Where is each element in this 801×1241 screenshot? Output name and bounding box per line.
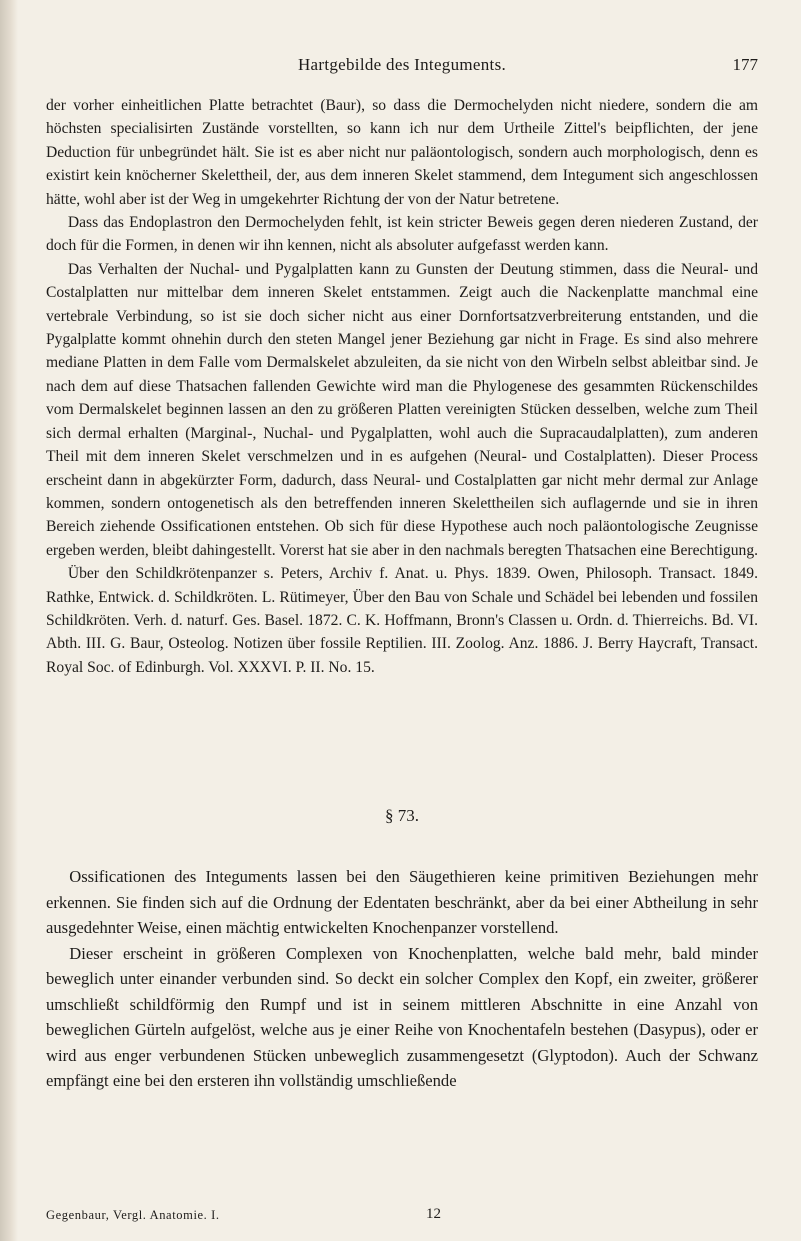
paragraph: Ossificationen des Integuments lassen bei den Säugethieren keine primitiven Beziehungen mehr erkennen. Sie finden sich auf die Ordnung der Edentaten beschränkt, aber da bei einer Abtheilung in sehr ausgedehnter Weise, einen mächtig entwickelten Knochenpanzer vorstellend. (46, 867, 758, 937)
paragraph: Dieser erscheint in größeren Complexen von Knochenplatten, welche bald mehr, bald minder beweglich unter einander verbunden sind. So deckt ein solcher Complex den Kopf, ein zweiter, größerer umschließt schildförmig den Rumpf und ist in seinem mittleren Abschnitte in eine Anzahl von beweglichen Gürteln aufgelöst, welche aus je einer Reihe von Knochentafeln bestehen (Dasypus), oder er wird aus enger verbundenen Stücken unbeweglich zusammengesetzt (Glyptodon). Auch der Schwanz empfängt eine bei den ersteren ihn vollständig umschließende (46, 943, 758, 1090)
page-footer (46, 1208, 758, 1228)
paragraph: der vorher einheitlichen Platte betrachtet (Baur), so dass die Dermochelyden nicht niedere, sondern die am höchsten specialisirten Zustände vorstellten, so kann ich nur dem Urtheile Zittel's beipflichten, der jene Deduction für unbegründet hält. Sie ist es aber nicht nur paläontologisch, sondern auch morphologisch, denn es existirt kein knöcherner Skelettheil, der, aus dem inneren Skelet stammend, dem Integument sich angeschlossen hätte, wohl aber ist der Weg in umgekehrter Richtung der von der Natur betretene. (46, 97, 758, 208)
running-title: Hartgebilde des Integuments. (297, 55, 507, 74)
paragraph: Dass das Endoplastron den Dermochelyden fehlt, ist kein stricter Beweis gegen deren niederen Zustand, der doch für die Formen, in denen wir ihn kennen, nicht als absoluter aufgefasst werden kann. (46, 214, 758, 255)
paragraph: Das Verhalten der Nuchal- und Pygalplatten kann zu Gunsten der Deutung stimmen, dass die Neural- und Costalplatten nur mittelbar dem inneren Skelet entstammen. Zeigt auch die Nackenplatte manchmal eine vertebrale Verbindung, so ist sie doch sicher nicht aus einer Dornfortsatzverbreiterung entstanden, und die Pygalplatte kommt ohnehin durch den steten Mangel jener Beziehung gar nicht in Frage. Es sind also mehrere mediane Platten in dem Falle vom Dermalskelet abzuleiten, da sie nicht von den Wirbeln selbst ableitbar sind. Je nach dem auf diese Thatsachen fallenden Gewichte wird man die Phylogenese des gesammten Rückenschildes vom Dermalskelet beginnen lassen an den zu größeren Platten vereinigten Stücken desselben, welche zum Theil sich dermal erhalten (Marginal-, Nuchal- und Pygalplatten, wohl auch die Supracaudalplatten), zum anderen Theil mit dem inneren Skelet verschmelzen und in es aufgehen (Neural- und Costalplatten). Dieser Process erscheint dann in abgekürzter Form, dadurch, dass Neural- und Costalplatten gar nicht mehr dermal zur Anlage kommen, sondern ontogenetisch als den betreffenden inneren Skelettheilen sich auflagernde und sie in ihren Bereich ziehende Ossificationen entstehen. Ob sich für diese Hypothese auch noch paläontologische Zeugnisse ergeben werden, bleibt dahingestellt. Vorerst hat sie aber in den nachmals beregten Thatsachen eine Berechtigung. (46, 260, 759, 559)
body-text (46, 94, 758, 679)
book-spine-shadow (0, 0, 18, 1241)
literature-paragraph: Über den Schildkrötenpanzer s. Peters, Archiv f. Anat. u. Phys. 1839. Owen, Philosoph. Transact. 1849. Rathke, Entwick. d. Schildkröten. L. Rütimeyer, Über den Bau von Schale und Schädel bei lebenden und fossilen Schildkröten. Verh. d. naturf. Ges. Basel. 1872. C. K. Hoffmann, Bronn's Classen u. Ordn. d. Thierreichs. Bd. VI. Abth. III. G. Baur, Osteolog. Notizen über fossile Reptilien. III. Zoolog. Anz. 1886. J. Berry Haycraft, Transact. Royal Soc. of Edinburgh. Vol. XXXVI. P. II. No. 15. (46, 565, 758, 676)
page-number: 177 (732, 55, 758, 74)
signature-mark: 12 (426, 1206, 441, 1222)
running-header (46, 55, 758, 77)
section-text (46, 864, 758, 1094)
footer-source: Gegenbaur, Vergl. Anatomie. I. (46, 1208, 220, 1222)
section-heading: § 73. (385, 806, 419, 825)
